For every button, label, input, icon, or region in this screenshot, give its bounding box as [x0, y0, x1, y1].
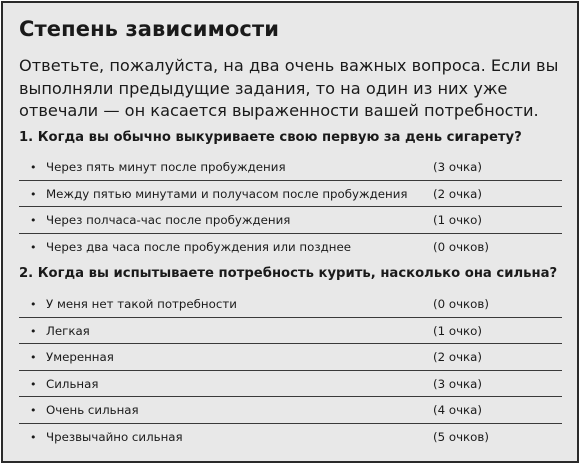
questionnaire-card [1, 1, 579, 463]
bullet-icon: • [30, 240, 37, 254]
option-points: (3 очка) [433, 160, 483, 174]
option-row[interactable] [19, 371, 562, 398]
option-label: Через пять минут после пробуждения [46, 160, 286, 174]
option-row[interactable] [19, 318, 562, 345]
intro-text: Ответьте, пожалуйста, на два очень важных вопроса. Если вы выполняли предыдущие задания, то на один из них уже отвечали — он касается выраженности вашей потребности. [19, 56, 559, 120]
option-label: Сильная [46, 376, 99, 391]
option-row[interactable] [19, 424, 562, 451]
option-points: (1 очко) [433, 213, 482, 228]
option-row[interactable] [19, 397, 562, 424]
option-points: (0 очков) [433, 297, 489, 311]
option-label: У меня нет такой потребности [46, 297, 237, 311]
option-label: Через полчаса-час после пробуждения [46, 213, 291, 228]
option-points: (2 очка) [433, 350, 483, 365]
question-2-options [19, 291, 562, 451]
option-label: Между пятью минутами и получасом после пробуждения [46, 186, 408, 201]
option-row[interactable] [19, 234, 562, 261]
option-label: Чрезвычайно сильная [46, 429, 183, 444]
option-label: Легкая [46, 323, 90, 338]
question-2: 2. Когда вы испытываете потребность курить, насколько она сильна? [19, 266, 558, 281]
question-1: 1. Когда вы обычно выкуриваете свою первую за день сигарету? [19, 130, 522, 145]
bullet-icon: • [30, 404, 37, 418]
bullet-icon: • [30, 161, 37, 174]
option-points: (1 очко) [433, 323, 482, 338]
option-points: (2 очка) [433, 186, 483, 201]
option-row[interactable] [19, 181, 562, 208]
option-row[interactable] [19, 344, 562, 371]
option-row[interactable] [19, 207, 562, 234]
bullet-icon: • [30, 214, 37, 228]
option-points: (0 очков) [433, 239, 489, 254]
option-label: Через два часа после пробуждения или позднее [46, 239, 351, 254]
option-points: (4 очка) [433, 403, 483, 418]
option-row[interactable] [19, 154, 562, 181]
bullet-icon: • [30, 187, 37, 201]
option-points: (3 очка) [433, 376, 483, 391]
bullet-icon: • [30, 430, 37, 444]
bullet-icon: • [30, 351, 37, 365]
option-label: Умеренная [46, 350, 114, 365]
question-1-options [19, 154, 562, 260]
page-title: Степень зависимости [19, 17, 280, 41]
option-points: (5 очков) [433, 429, 489, 444]
bullet-icon: • [30, 298, 37, 311]
bullet-icon: • [30, 377, 37, 391]
bullet-icon: • [30, 324, 37, 338]
option-row[interactable] [19, 291, 562, 318]
option-label: Очень сильная [46, 403, 139, 418]
